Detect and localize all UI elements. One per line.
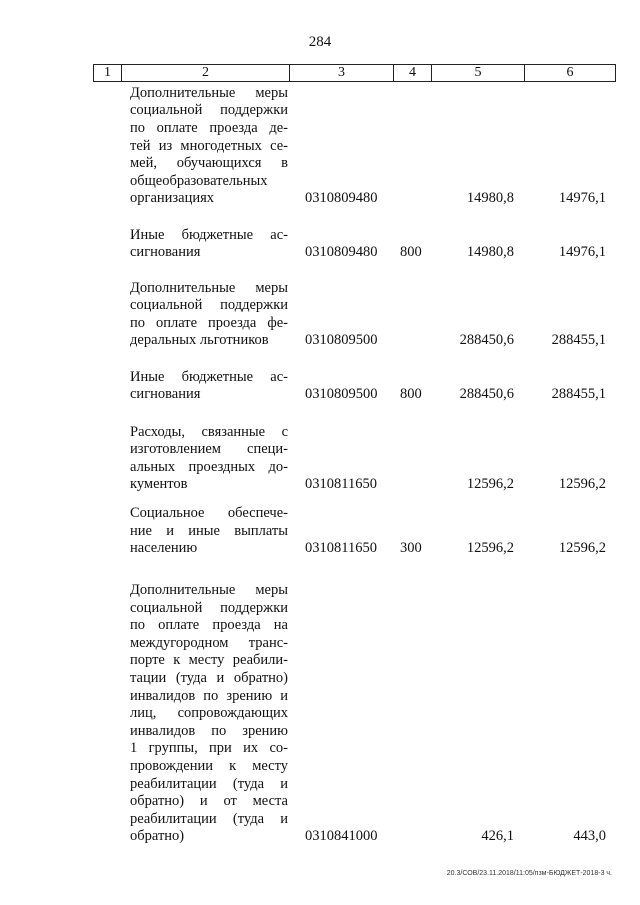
- row-value-col6: 288455,1: [551, 332, 606, 349]
- description-line: организациях: [130, 190, 215, 207]
- header-col-4: 4: [394, 65, 432, 81]
- description-line: изготовлением специ-: [130, 441, 288, 458]
- row-value-col6: 12596,2: [558, 540, 606, 557]
- row-code: 0310811650: [305, 540, 377, 557]
- row-value-col5: 14980,8: [466, 244, 514, 261]
- row-code: 0310809500: [305, 332, 378, 349]
- description-line: инвалидов по зрению: [130, 722, 288, 739]
- description-line: общеобразовательных: [130, 172, 268, 189]
- description-line: мей, обучающихся в: [130, 155, 288, 172]
- row-expense-type: 800: [400, 386, 422, 403]
- description-line: реабилитации (туда и: [130, 810, 288, 827]
- table-row: [0, 582, 640, 846]
- description-line: обратно) и от места: [130, 793, 288, 810]
- description-line: деральных льготников: [130, 332, 269, 349]
- row-description: [130, 582, 288, 846]
- row-description: [130, 424, 288, 494]
- row-description: [130, 280, 288, 350]
- description-line: Дополнительные меры: [130, 582, 288, 599]
- row-description: [130, 85, 288, 208]
- description-line: социальной поддержки: [130, 297, 288, 314]
- description-line: по оплате проезда де-: [130, 120, 288, 137]
- description-line: порте к месту реабили-: [130, 652, 288, 669]
- description-line: Социальное обеспече-: [130, 505, 288, 522]
- description-line: реабилитации (туда и: [130, 775, 288, 792]
- description-line: по оплате проезда на: [130, 617, 288, 634]
- row-value-col6: 14976,1: [558, 244, 606, 261]
- row-value-col6: 12596,2: [558, 476, 606, 493]
- table-row: [0, 227, 640, 262]
- row-description: [130, 369, 288, 404]
- header-col-5: 5: [432, 65, 525, 81]
- row-value-col6: 14976,1: [558, 190, 606, 207]
- row-code: 0310809500: [305, 386, 378, 403]
- row-value-col5: 288450,6: [459, 386, 514, 403]
- description-line: ние и иные выплаты: [130, 522, 288, 539]
- row-value-col5: 426,1: [481, 828, 514, 845]
- table-row: [0, 280, 640, 350]
- document-footer: 20.3/СОВ/23.11.2018/11:05/пзм-БЮДЖЕТ-2018-3 ч.: [446, 870, 612, 877]
- description-line: провождении к месту: [130, 758, 288, 775]
- description-line: Иные бюджетные ас-: [130, 226, 288, 243]
- description-line: сигнования: [130, 386, 201, 403]
- description-line: лиц, сопровождающих: [130, 705, 288, 722]
- header-col-2: 2: [122, 65, 290, 81]
- description-line: инвалидов по зрению и: [130, 687, 288, 704]
- description-line: Расходы, связанные с: [130, 423, 288, 440]
- table-header-row: [93, 64, 616, 82]
- description-line: альных проездных до-: [130, 458, 288, 475]
- description-line: 1 группы, при их со-: [130, 740, 288, 757]
- header-col-1: 1: [94, 65, 122, 81]
- description-line: по оплате проезда фе-: [130, 314, 288, 331]
- table-row: [0, 369, 640, 404]
- description-line: тей из многодетных се-: [130, 137, 288, 154]
- row-expense-type: 800: [400, 244, 422, 261]
- header-col-6: 6: [566, 65, 574, 80]
- description-line: Дополнительные меры: [130, 279, 288, 296]
- row-code: 0310841000: [305, 828, 378, 845]
- description-line: населению: [130, 540, 198, 557]
- row-value-col5: 14980,8: [466, 190, 514, 207]
- description-line: междугородном транс-: [130, 634, 288, 651]
- description-line: Дополнительные меры: [130, 84, 288, 101]
- description-line: социальной поддержки: [130, 599, 288, 616]
- description-line: обратно): [130, 828, 185, 845]
- description-line: тации (туда и обратно): [130, 670, 288, 687]
- row-code: 0310811650: [305, 476, 377, 493]
- row-value-col6: 443,0: [573, 828, 606, 845]
- table-row: [0, 424, 640, 494]
- row-value-col5: 12596,2: [466, 540, 514, 557]
- row-code: 0310809480: [305, 244, 378, 261]
- row-expense-type: 300: [400, 540, 422, 557]
- description-line: социальной поддержки: [130, 102, 288, 119]
- row-value-col6: 288455,1: [551, 386, 606, 403]
- row-description: [130, 227, 288, 262]
- description-line: Иные бюджетные ас-: [130, 368, 288, 385]
- row-code: 0310809480: [305, 190, 378, 207]
- table-row: [0, 85, 640, 208]
- row-value-col5: 12596,2: [466, 476, 514, 493]
- description-line: кументов: [130, 476, 188, 493]
- row-value-col5: 288450,6: [459, 332, 514, 349]
- page-number: 284: [308, 34, 332, 50]
- table-row: [0, 505, 640, 558]
- row-description: [130, 505, 288, 558]
- header-col-3: 3: [290, 65, 394, 81]
- description-line: сигнования: [130, 244, 201, 261]
